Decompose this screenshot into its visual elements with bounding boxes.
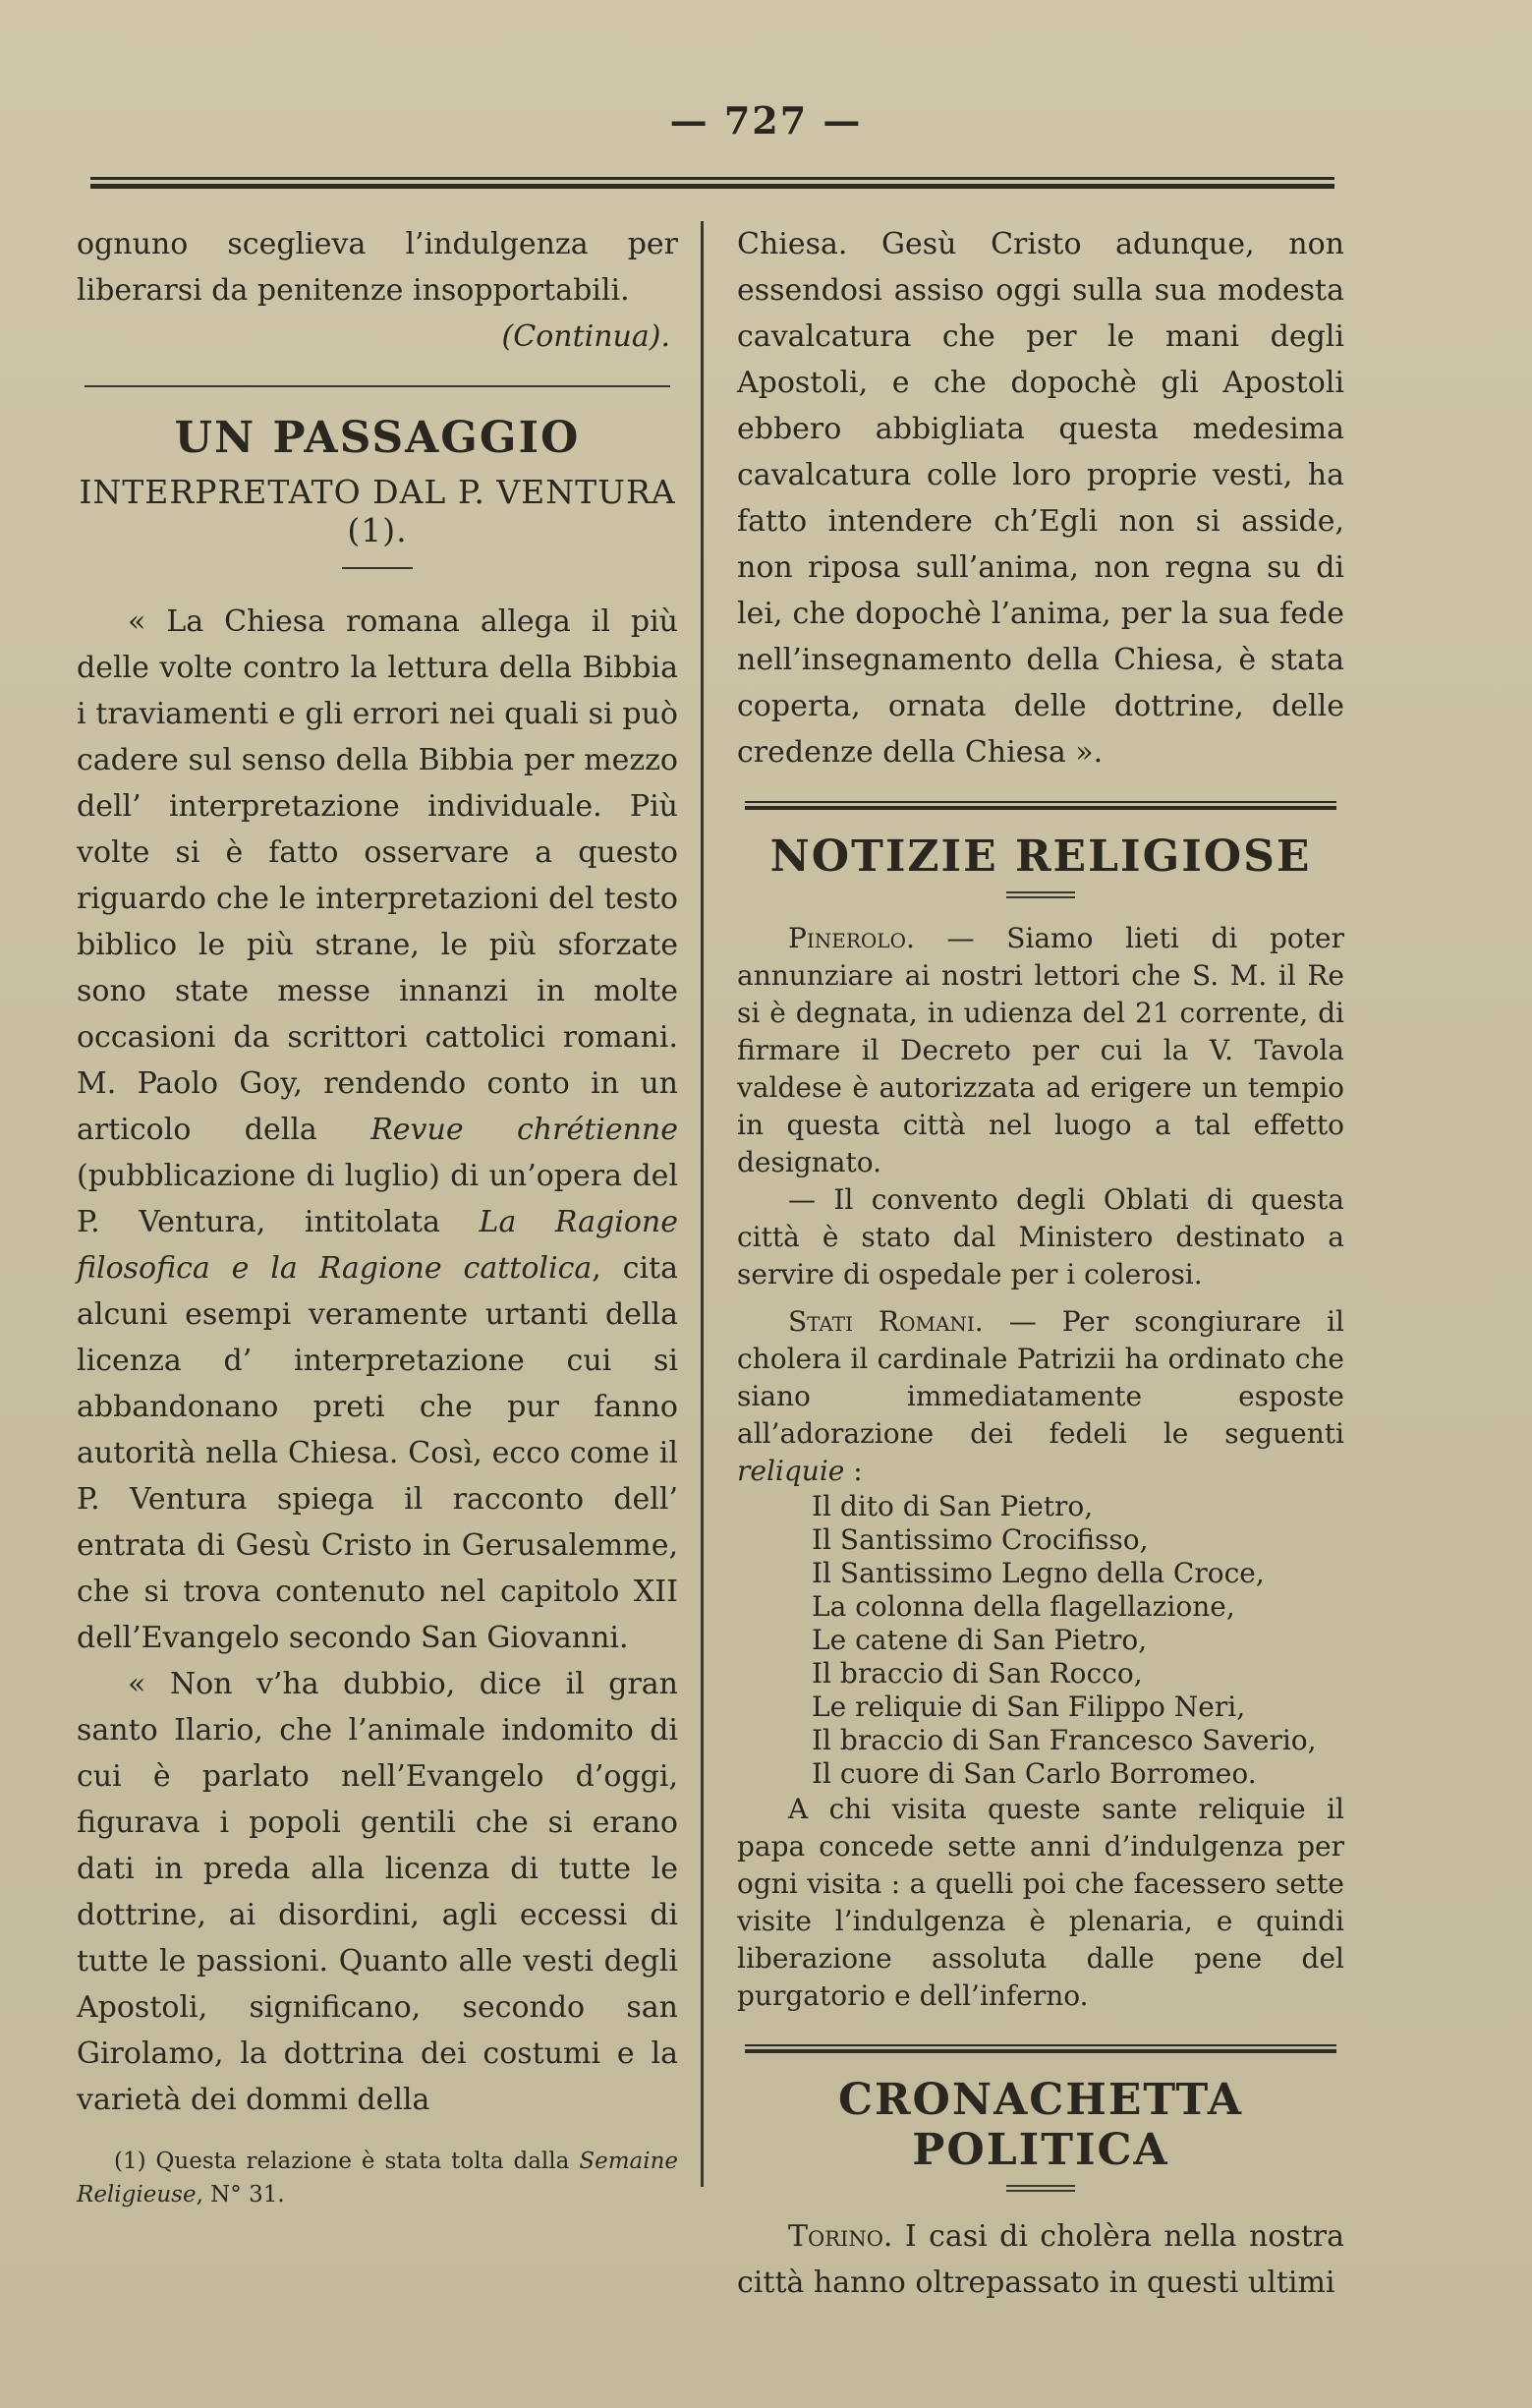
- section-title-notizie-religiose: NOTIZIE RELIGIOSE: [769, 831, 1312, 882]
- news-torino: [737, 2213, 1344, 2306]
- continued-quote: Chiesa. Gesù Cristo adunque, non essendosi assiso oggi sulla sua modesta cavalcatura che per le mani degli Apostoli, e che dopochè gli Apostoli ebbero abbigliata questa medesima cavalcatura colle loro proprie vesti, ha fatto intendere ch’Egli non si asside, non riposa sull’anima, non regna su di lei, che dopochè l’anima, per la sua fede nell’insegnamento della Chiesa, è stata coperta, ornata delle dottrine, delle credenze della Chiesa ».: [737, 227, 1344, 770]
- list-item: Le catene di San Pietro,: [812, 1624, 1148, 1656]
- list-item: Il braccio di San Francesco Saverio,: [812, 1724, 1317, 1756]
- footnote-italic: Semaine Religieuse: [77, 2149, 678, 2207]
- list-item: Il Santissimo Crocifisso,: [812, 1523, 1149, 1556]
- list-item: Le reliquie di San Filippo Neri,: [812, 1691, 1246, 1723]
- article-subtitle: INTERPRETATO DAL P. VENTURA (1).: [79, 473, 676, 549]
- stati-italic-reliquie: reliquie: [737, 1455, 845, 1487]
- footnote-text-a: (1) Questa relazione è stata tolta dalla: [114, 2149, 580, 2174]
- footnote: [77, 2145, 678, 2211]
- header-rule: [90, 177, 1334, 189]
- continued-paragraph: ognuno sceglieva l’indulgenza per liberarsi da penitenze insopportabili.: [77, 227, 678, 308]
- news-pinerolo: [737, 920, 1344, 1181]
- list-item: Il dito di San Pietro,: [812, 1490, 1094, 1522]
- stati-text-b: :: [844, 1455, 863, 1487]
- p1-italic-revue: Revue chrétienne: [370, 1113, 678, 1147]
- list-item: Il braccio di San Rocco,: [812, 1657, 1143, 1690]
- news-stati-romani: [737, 1303, 1344, 1490]
- torino-label: Torino.: [788, 2219, 893, 2254]
- section-title-rule: [1006, 891, 1075, 898]
- pinerolo-label: Pinerolo.: [788, 922, 915, 954]
- p1-italic-book: La Ragione filosofica e la Ragione cattolica: [77, 1205, 678, 1286]
- footnote-text-b: , N° 31.: [196, 2182, 285, 2207]
- right-column: [737, 221, 1344, 2306]
- list-item: La colonna della flagellazione,: [812, 1590, 1235, 1623]
- relics-list: [737, 1490, 1344, 1791]
- article-title: UN PASSAGGIO: [174, 413, 581, 463]
- article-paragraph-2: « Non v’ha dubbio, dice il gran santo Ilario, che l’animale indomito di cui è parlato nell’Evangelo d’oggi, figurava i popoli gentili che si erano dati in preda alla licenza di tutte le dottrine, ai disordini, agli eccessi di tutte le passioni. Quanto alle vesti degli Apostoli, significano, secondo san Girolamo, la dottrina dei costumi e la varietà dei dommi della: [77, 1667, 678, 2117]
- pinerolo-text: — Siamo lieti di poter annunziare ai nostri lettori che S. M. il Re si è degnata, in udienza del 21 corrente, di firmare il Decreto per cui la V. Tavola valdese è autorizzata ad erigere un tempio in questa città nel luogo a tal effetto designato.: [737, 922, 1344, 1178]
- continua-note: (Continua).: [501, 319, 670, 354]
- title-rule: [342, 567, 413, 569]
- page-number: — 727 —: [669, 98, 863, 143]
- column-divider: [701, 221, 704, 2187]
- section-title-cronachetta-politica: CRONACHETTA POLITICA: [837, 2075, 1244, 2175]
- section-title-rule-2: [1006, 2185, 1075, 2192]
- list-item: Il Santissimo Legno della Croce,: [812, 1557, 1265, 1589]
- p1-text-a: « La Chiesa romana allega il più delle volte contro la lettura della Bibbia i traviamenti e gli errori nei quali si può cadere sul senso della Bibbia per mezzo dell’ interpretazione individuale. Più volte si è fatto osservare a questo riguardo che le interpretazioni del testo biblico le più strane, le più sforzate sono state messe innanzi in molte occasioni da scrittori cattolici romani. M. Paolo Goy, rendendo conto in un articolo della: [77, 604, 678, 1147]
- article-paragraph-1: [77, 599, 678, 1661]
- p1-text-b: (pubblicazione di luglio) di un’opera del P. Ventura, intitolata: [77, 1159, 678, 1239]
- list-item: Il cuore di San Carlo Borromeo.: [812, 1757, 1257, 1790]
- p1-text-c: , cita alcuni esempi veramente urtanti della licenza d’ interpretazione cui si abbandonano preti che pur fanno autorità nella Chiesa. Così, ecco come il P. Ventura spiega il racconto dell’ entrata di Gesù Cristo in Gerusalemme, che si trova contenuto nel capitolo XII dell’Evangelo secondo San Giovanni.: [77, 1251, 678, 1655]
- news-indulgence: A chi visita queste sante reliquie il papa concede sette anni d’indulgenza per ogni visita : a quelli poi che facessero sette visite l’indulgenza è plenaria, e quindi liberazione assoluta dalle pene del purgatorio e dell’inferno.: [737, 1793, 1344, 2012]
- left-column: [77, 221, 678, 2211]
- news-convento: — Il convento degli Oblati di questa città è stato dal Ministero destinato a servire di ospedale per i colerosi.: [737, 1183, 1344, 1290]
- section-separator-politica: [745, 2044, 1336, 2053]
- section-separator-religiose: [745, 801, 1336, 810]
- torino-text: I casi di cholèra nella nostra città hanno oltrepassato in questi ultimi: [737, 2219, 1344, 2300]
- section-separator: [85, 385, 670, 387]
- stati-text-a: — Per scongiurare il cholera il cardinale Patrizii ha ordinato che siano immediatamente esposte all’adorazione dei fedeli le seguenti: [737, 1305, 1345, 1450]
- stati-romani-label: Stati Romani.: [788, 1305, 984, 1338]
